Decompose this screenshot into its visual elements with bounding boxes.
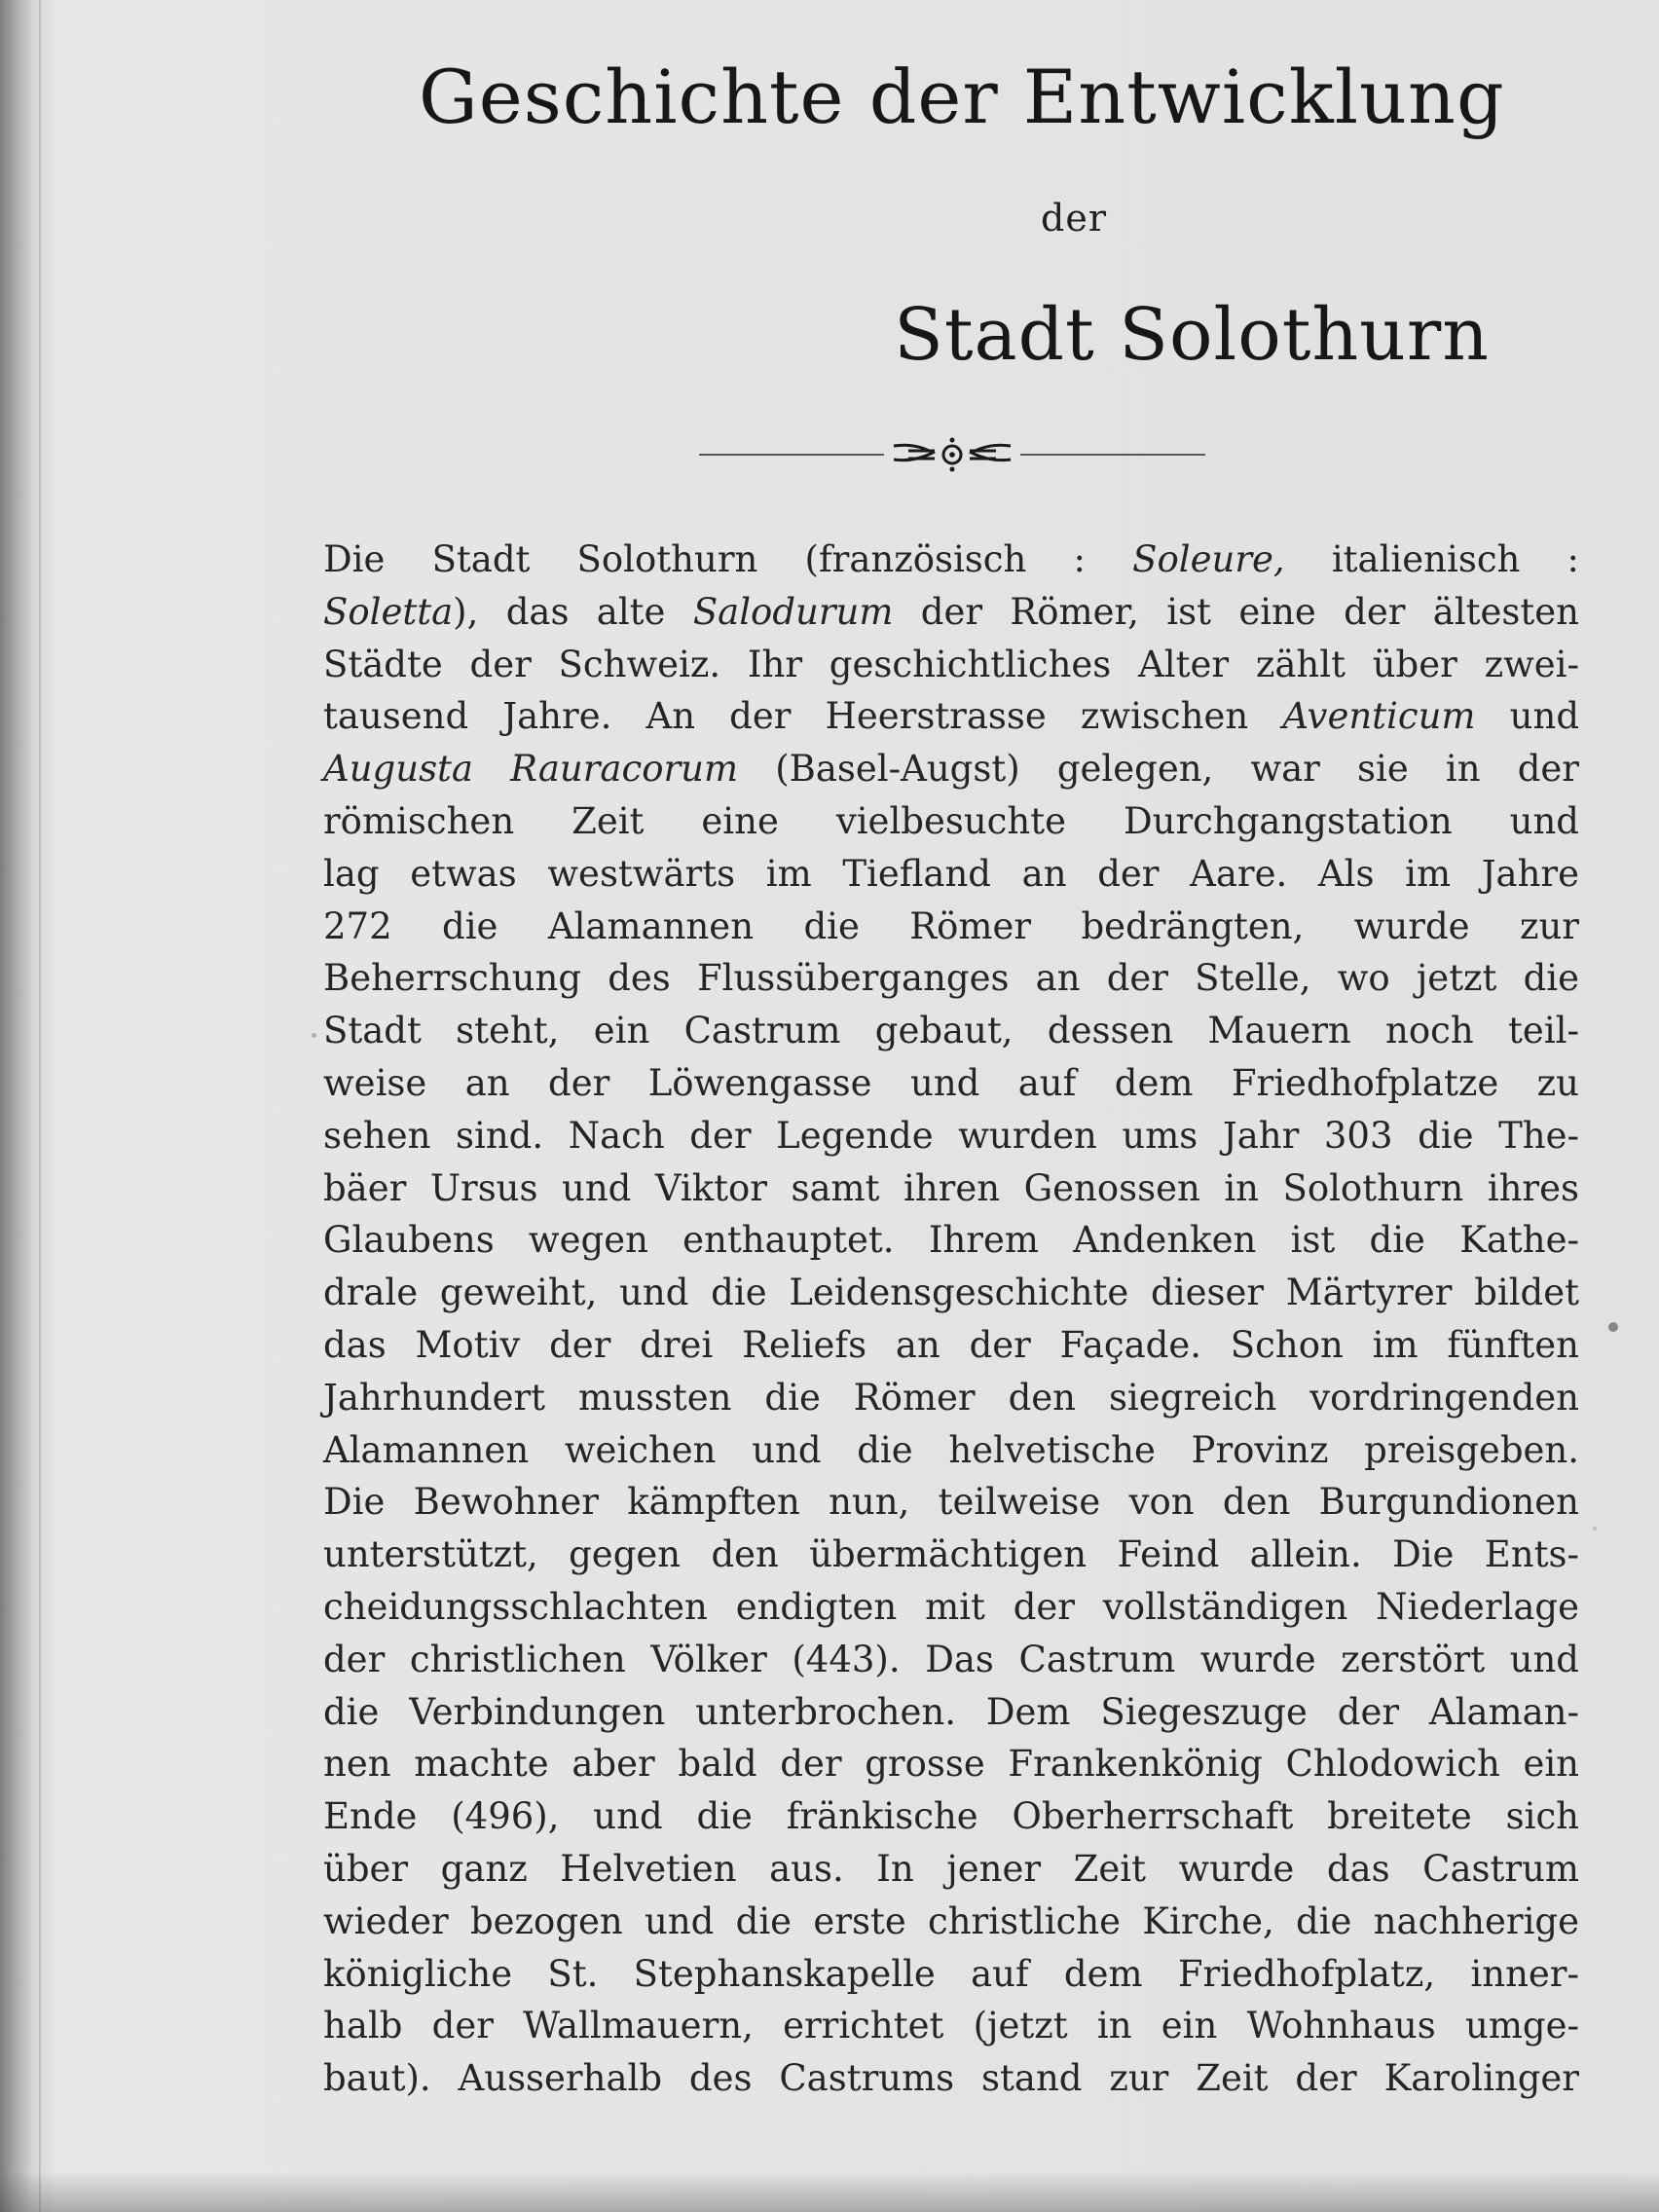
text-line: [323, 901, 1579, 953]
page-edge-line: [39, 0, 41, 2212]
text-line: [323, 1738, 1579, 1790]
italic-text-segment: Soleure,: [1132, 538, 1285, 580]
text-line: [323, 795, 1579, 848]
text-segment: wieder bezogen und die erste christliche Kirche, die nachherige: [323, 1899, 1579, 1942]
ink-speck: [1608, 1322, 1618, 1332]
book-spine-shadow: [0, 0, 33, 2212]
text-line: [323, 1529, 1579, 1581]
text-segment: cheidungsschlachten endigten mit der vollständigen Niederlage: [323, 1585, 1579, 1628]
text-segment: Städte der Schweiz. Ihr geschichtliches Alter zählt über zwei-: [323, 643, 1579, 685]
text-segment: königliche St. Stephanskapelle auf dem Friedhofplatz, inner-: [323, 1952, 1579, 1995]
page-title-line-3: Stadt Solothurn: [894, 293, 1490, 377]
text-line: [323, 1790, 1579, 1843]
ink-speck: [312, 1033, 316, 1038]
text-line: [323, 1372, 1579, 1424]
text-segment: römischen Zeit eine vielbesuchte Durchgangstation und: [323, 799, 1579, 842]
text-segment: nen machte aber bald der grosse Frankenkönig Chlodowich ein: [323, 1743, 1579, 1786]
text-line: [323, 1110, 1579, 1162]
text-segment: Die Bewohner kämpften nun, teilweise von den Burgundionen: [323, 1481, 1579, 1524]
text-segment: Alamannen weichen und die helvetische Provinz preisgeben.: [323, 1428, 1579, 1471]
text-line: [323, 1896, 1579, 1948]
text-line: [323, 2052, 1579, 2105]
text-segment: und: [1475, 695, 1580, 738]
text-line: [323, 1686, 1579, 1739]
italic-text-segment: Augusta Rauracorum: [323, 748, 739, 791]
italic-text-segment: Salodurum: [692, 590, 894, 633]
text-segment: das Motiv der drei Reliefs an der Façade. Schon im fünften: [323, 1323, 1579, 1366]
decorative-ornament-icon: [699, 426, 1205, 483]
text-segment: halb der Wallmauern, errichtet (jetzt in ein Wohnhaus umge-: [323, 2005, 1579, 2047]
text-segment: 272 die Alamannen die Römer bedrängten, wurde zur: [323, 904, 1579, 947]
text-segment: Beherrschung des Flussüberganges an der Stelle, wo jetzt die: [323, 957, 1579, 1000]
text-segment: Ende (496), und die fränkische Oberherrschaft breitete sich: [323, 1795, 1579, 1838]
text-segment: Jahrhundert mussten die Römer den siegreich vordringenden: [323, 1376, 1579, 1419]
text-line: [323, 639, 1579, 691]
text-segment: italienisch :: [1284, 538, 1579, 580]
text-segment: tausend Jahre. An der Heerstrasse zwischen: [323, 695, 1283, 738]
text-segment: der christlichen Völker (443). Das Castrum wurde zerstört und: [323, 1638, 1579, 1680]
text-segment: bäer Ursus und Viktor samt ihren Genossen in Solothurn ihres: [323, 1166, 1579, 1209]
text-segment: weise an der Löwengasse und auf dem Friedhofplatze zu: [323, 1061, 1579, 1104]
page-title-line-2: der: [1041, 197, 1107, 240]
text-line: [323, 1162, 1579, 1215]
main-paragraph: [323, 534, 1579, 2105]
text-line: [323, 534, 1579, 586]
text-line: [323, 1581, 1579, 1634]
bottom-page-shadow: [0, 2171, 1659, 2212]
italic-text-segment: Aventicum: [1282, 695, 1476, 738]
text-segment: unterstützt, gegen den übermächtigen Feind allein. Die Ents-: [323, 1533, 1579, 1576]
text-line: [323, 586, 1579, 639]
text-line: [323, 952, 1579, 1005]
text-segment: Glaubens wegen enthauptet. Ihrem Andenken ist die Kathe-: [323, 1219, 1579, 1262]
ink-speck: [1593, 1527, 1597, 1530]
text-line: [323, 1843, 1579, 1896]
text-line: [323, 1267, 1579, 1319]
text-segment: baut). Ausserhalb des Castrums stand zur Zeit der Karolinger: [323, 2057, 1579, 2100]
text-segment: Die Stadt Solothurn (französisch :: [323, 538, 1133, 580]
text-segment: ), das alte: [453, 590, 693, 633]
text-line: [323, 1424, 1579, 1477]
text-segment: Stadt steht, ein Castrum gebaut, dessen Mauern noch teil-: [323, 1010, 1579, 1052]
page-title-line-1: Geschichte der Entwicklung: [419, 54, 1505, 140]
text-line: [323, 1005, 1579, 1057]
text-line: [323, 1214, 1579, 1267]
text-segment: die Verbindungen unterbrochen. Dem Siegeszuge der Alaman-: [323, 1690, 1579, 1733]
text-line: [323, 1634, 1579, 1686]
text-segment: über ganz Helvetien aus. In jener Zeit wurde das Castrum: [323, 1847, 1579, 1890]
text-line: [323, 848, 1579, 901]
text-line: [323, 743, 1579, 795]
italic-text-segment: Soletta: [323, 590, 454, 633]
text-segment: lag etwas westwärts im Tiefland an der Aare. Als im Jahre: [323, 852, 1579, 895]
text-line: [323, 690, 1579, 743]
text-line: [323, 1948, 1579, 2001]
text-line: [323, 1476, 1579, 1529]
text-segment: drale geweiht, und die Leidensgeschichte dieser Märtyrer bildet: [323, 1272, 1579, 1314]
text-line: [323, 1319, 1579, 1372]
text-segment: der Römer, ist eine der ältesten: [893, 590, 1579, 633]
text-line: [323, 2000, 1579, 2052]
text-segment: sehen sind. Nach der Legende wurden ums Jahr 303 die The-: [323, 1114, 1579, 1157]
text-segment: (Basel-Augst) gelegen, war sie in der: [738, 748, 1579, 791]
text-line: [323, 1057, 1579, 1110]
